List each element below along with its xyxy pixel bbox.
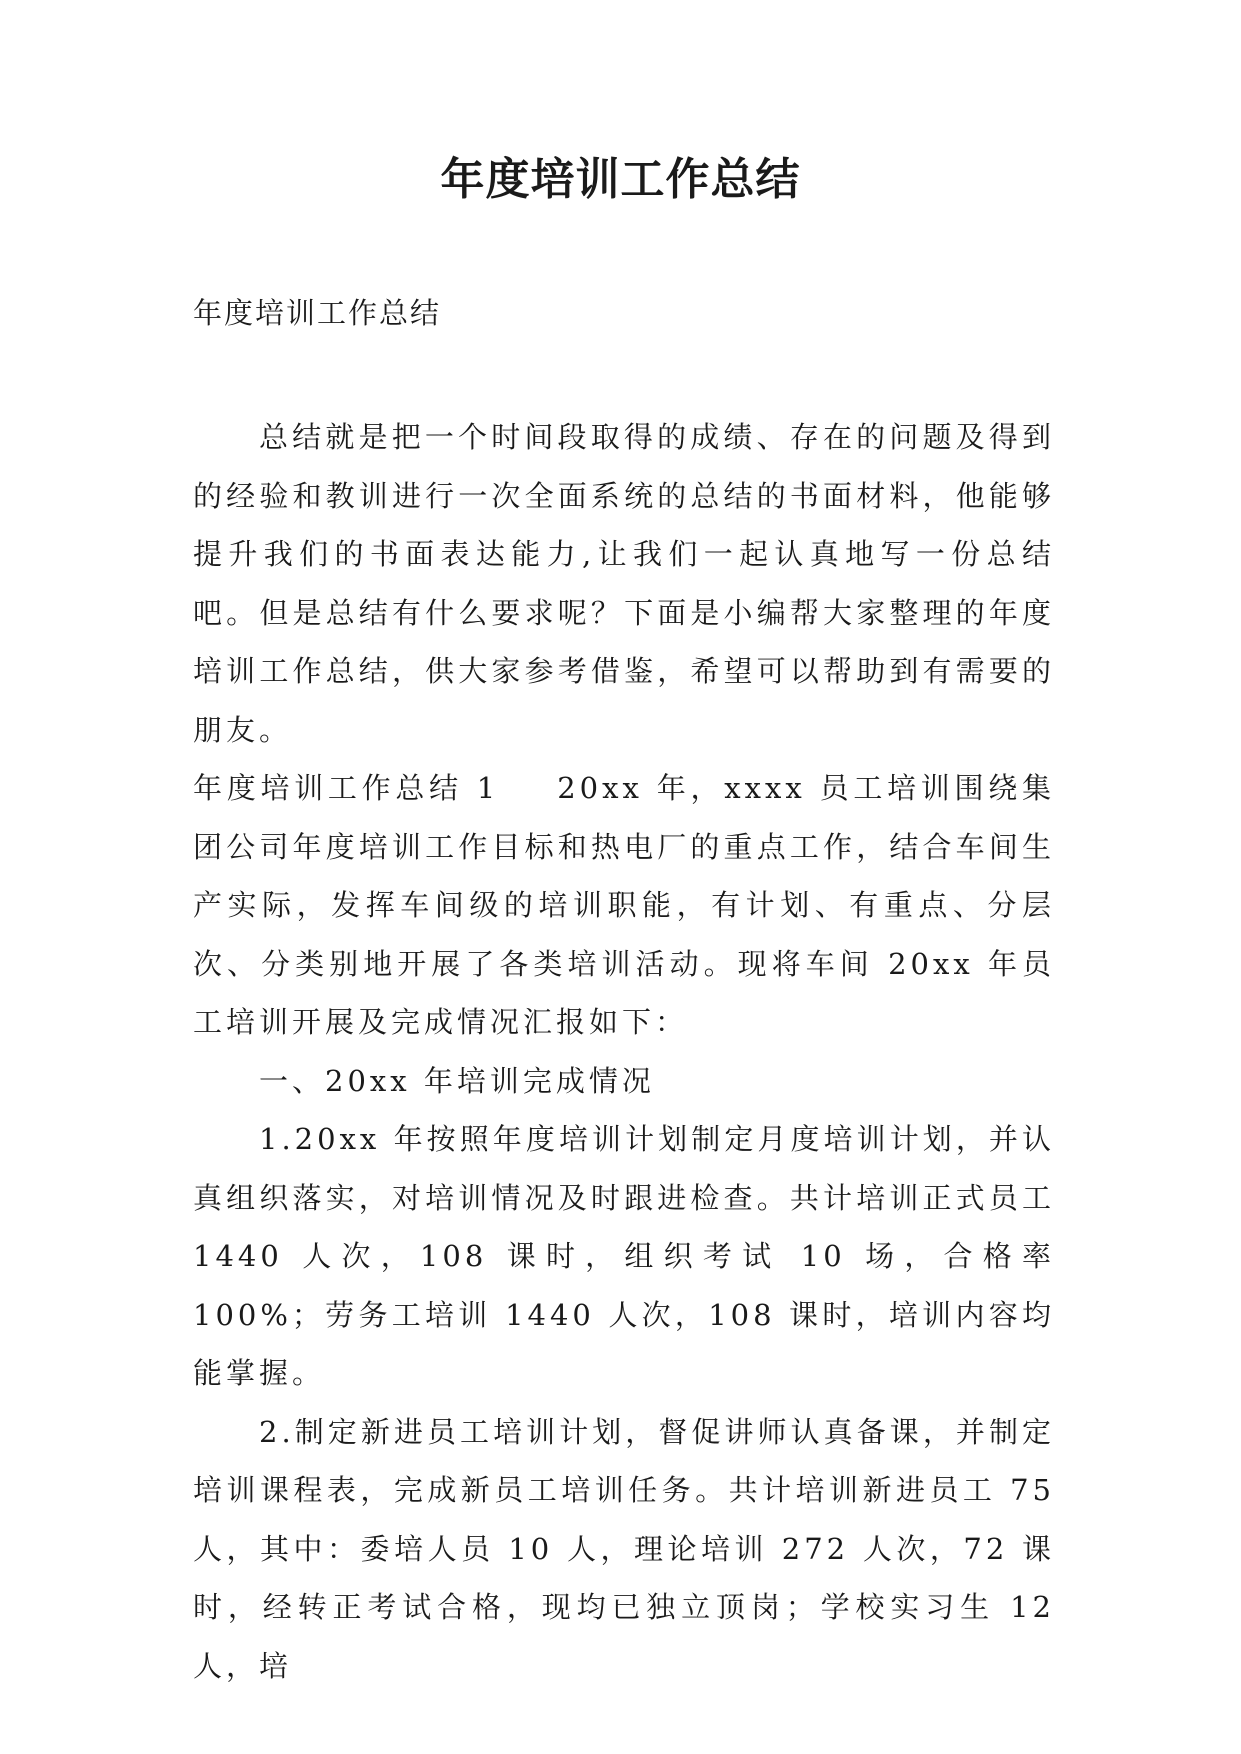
section-1-label: 年度培训工作总结 1 [193, 771, 500, 805]
document-title: 年度培训工作总结 [440, 154, 801, 205]
document-subtitle: 年度培训工作总结 [193, 296, 442, 330]
heading-1: 一、20xx 年培训完成情况 [259, 1063, 655, 1098]
intro-paragraph: 总结就是把一个时间段取得的成绩、存在的问题及得到的经验和教训进行一次全面系统的总结的书面材料，他能够提升我们的书面表达能力,让我们一起认真地写一份总结吧。但是总结有什么要求呢？下面是小编帮大家整理的年度培训工作总结，供大家参考借鉴，希望可以帮助到有需要的朋友。 [193, 420, 1055, 747]
section-1-paragraph [193, 759, 1055, 1052]
item-2-paragraph: 2.制定新进员工培训计划，督促讲师认真备课，并制定培训课程表，完成新员工培训任务。共计培训新进员工 75 人，其中：委培人员 10 人，理论培训 272 人次，72 课时，经转正考试合格，现均已独立顶岗；学校实习生 12 人，培 [193, 1414, 1055, 1683]
document-body [193, 408, 1055, 1695]
item-1-paragraph: 1.20xx 年按照年度培训计划制定月度培训计划，并认真组织落实，对培训情况及时跟进检查。共计培训正式员工 1440 人次，108 课时，组织考试 10 场，合格率 100%；劳务工培训 1440 人次，108 课时，培训内容均能掌握。 [193, 1122, 1055, 1390]
section-1-text: 20xx 年，xxxx 员工培训围绕集团公司年度培训工作目标和热电厂的重点工作，结合车间生产实际，发挥车间级的培训职能，有计划、有重点、分层次、分类别地开展了各类培训活动。现将车间 20xx 年员工培训开展及完成情况汇报如下： [193, 771, 1055, 1039]
